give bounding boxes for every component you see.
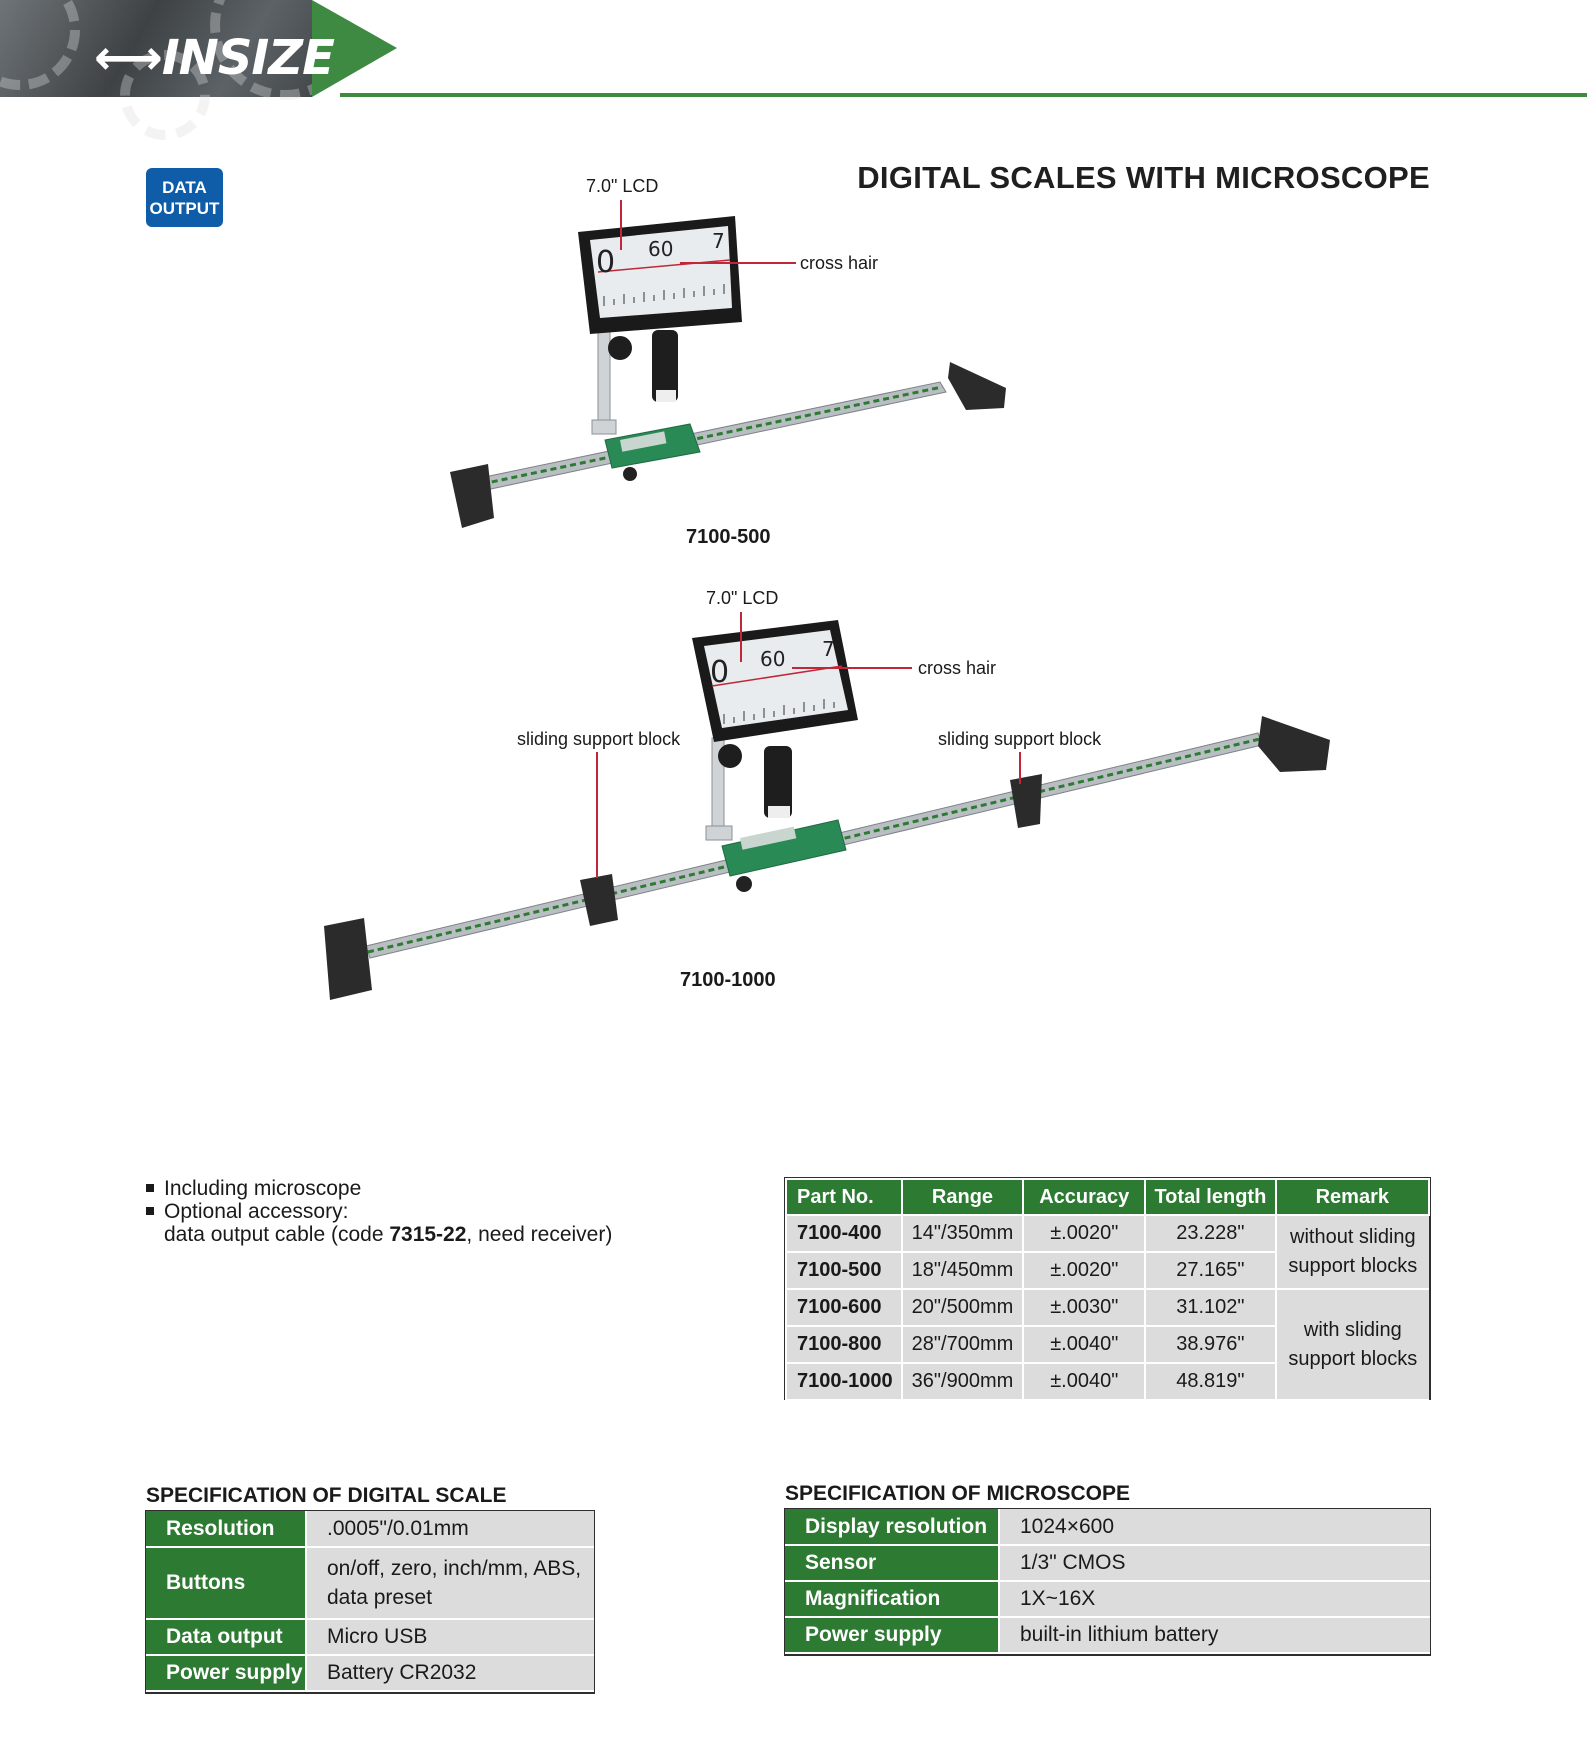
- cell-total-length: 27.165": [1145, 1252, 1275, 1289]
- figure-caption: 7100-500: [686, 526, 771, 548]
- cell-part-no: 7100-1000: [786, 1363, 902, 1400]
- cell-range: 36"/900mm: [902, 1363, 1024, 1400]
- cell-part-no: 7100-800: [786, 1326, 902, 1363]
- lcd-callout-label: 7.0" LCD: [586, 176, 659, 196]
- scale-spec-title: SPECIFICATION OF DIGITAL SCALE: [146, 1484, 507, 1507]
- page-title: DIGITAL SCALES WITH MICROSCOPE: [857, 160, 1430, 195]
- data-output-badge: DATA OUTPUT: [146, 168, 223, 227]
- cell-range: 14"/350mm: [902, 1215, 1024, 1252]
- spec-value: Micro USB: [306, 1619, 594, 1655]
- parts-table: [785, 1178, 1430, 1401]
- cell-accuracy: ±.0020": [1023, 1252, 1145, 1289]
- spec-key: Power supply: [785, 1617, 999, 1653]
- col-header-range: Range: [902, 1179, 1024, 1215]
- table-row: [785, 1509, 1430, 1545]
- feature-item: Including microscope: [146, 1177, 612, 1200]
- lcd-callout-label: 7.0" LCD: [706, 588, 779, 608]
- spec-value: .0005"/0.01mm: [306, 1511, 594, 1547]
- cell-total-length: 38.976": [1145, 1326, 1275, 1363]
- scale-spec-table: [146, 1511, 594, 1692]
- col-header-part-no: Part No.: [786, 1179, 902, 1215]
- table-row: [146, 1547, 594, 1619]
- spec-value: 1024×600: [999, 1509, 1430, 1545]
- cell-total-length: 23.228": [1145, 1215, 1275, 1252]
- microscope-spec-title: SPECIFICATION OF MICROSCOPE: [785, 1482, 1130, 1505]
- screen-value-0: 0: [710, 655, 730, 690]
- screen-value-7: 7: [712, 229, 725, 253]
- screen-value-7: 7: [822, 637, 835, 661]
- cell-range: 18"/450mm: [902, 1252, 1024, 1289]
- screen-value-60: 60: [760, 647, 786, 671]
- spec-value: Battery CR2032: [306, 1655, 594, 1691]
- right-support-block-label: sliding support block: [938, 729, 1102, 749]
- col-header-remark: Remark: [1276, 1179, 1429, 1215]
- cell-part-no: 7100-500: [786, 1252, 902, 1289]
- table-row: [146, 1619, 594, 1655]
- cell-remark: with sliding support blocks: [1276, 1289, 1429, 1400]
- feature-item: Optional accessory:: [146, 1200, 612, 1223]
- table-row: [786, 1289, 1429, 1326]
- table-row: [146, 1511, 594, 1547]
- screen-value-60: 60: [648, 237, 674, 261]
- insize-logo: ⟷INSIZE: [94, 30, 334, 86]
- cell-range: 20"/500mm: [902, 1289, 1024, 1326]
- table-row: [785, 1545, 1430, 1581]
- spec-value: built-in lithium battery: [999, 1617, 1430, 1653]
- spec-key: Resolution: [146, 1511, 306, 1547]
- spec-key: Power supply: [146, 1655, 306, 1691]
- cell-total-length: 48.819": [1145, 1363, 1275, 1400]
- table-row: [786, 1215, 1429, 1252]
- cell-accuracy: ±.0030": [1023, 1289, 1145, 1326]
- microscope-spec-table: [785, 1509, 1430, 1654]
- table-header-row: [786, 1179, 1429, 1215]
- cell-part-no: 7100-400: [786, 1215, 902, 1252]
- table-row: [146, 1655, 594, 1691]
- col-header-total-length: Total length: [1145, 1179, 1275, 1215]
- table-row: [785, 1617, 1430, 1653]
- feature-sub-item: data output cable (code 7315-22, need receiver): [164, 1223, 613, 1246]
- screen-value-0: 0: [596, 245, 616, 280]
- col-header-accuracy: Accuracy: [1023, 1179, 1145, 1215]
- left-support-block-label: sliding support block: [517, 729, 681, 749]
- figure-caption: 7100-1000: [680, 969, 776, 991]
- cell-remark: without sliding support blocks: [1276, 1215, 1429, 1289]
- spec-key: Sensor: [785, 1545, 999, 1581]
- cell-part-no: 7100-600: [786, 1289, 902, 1326]
- spec-value: on/off, zero, inch/mm, ABS, data preset: [306, 1547, 594, 1619]
- cell-accuracy: ±.0020": [1023, 1215, 1145, 1252]
- crosshair-callout-label: cross hair: [800, 253, 879, 273]
- spec-key: Display resolution: [785, 1509, 999, 1545]
- cell-total-length: 31.102": [1145, 1289, 1275, 1326]
- cell-accuracy: ±.0040": [1023, 1326, 1145, 1363]
- cell-range: 28"/700mm: [902, 1326, 1024, 1363]
- spec-key: Magnification: [785, 1581, 999, 1617]
- cell-accuracy: ±.0040": [1023, 1363, 1145, 1400]
- spec-value: 1X~16X: [999, 1581, 1430, 1617]
- spec-key: Buttons: [146, 1547, 306, 1619]
- feature-list: [146, 1177, 612, 1246]
- table-row: [785, 1581, 1430, 1617]
- spec-value: 1/3" CMOS: [999, 1545, 1430, 1581]
- spec-key: Data output: [146, 1619, 306, 1655]
- crosshair-callout-label: cross hair: [918, 658, 997, 678]
